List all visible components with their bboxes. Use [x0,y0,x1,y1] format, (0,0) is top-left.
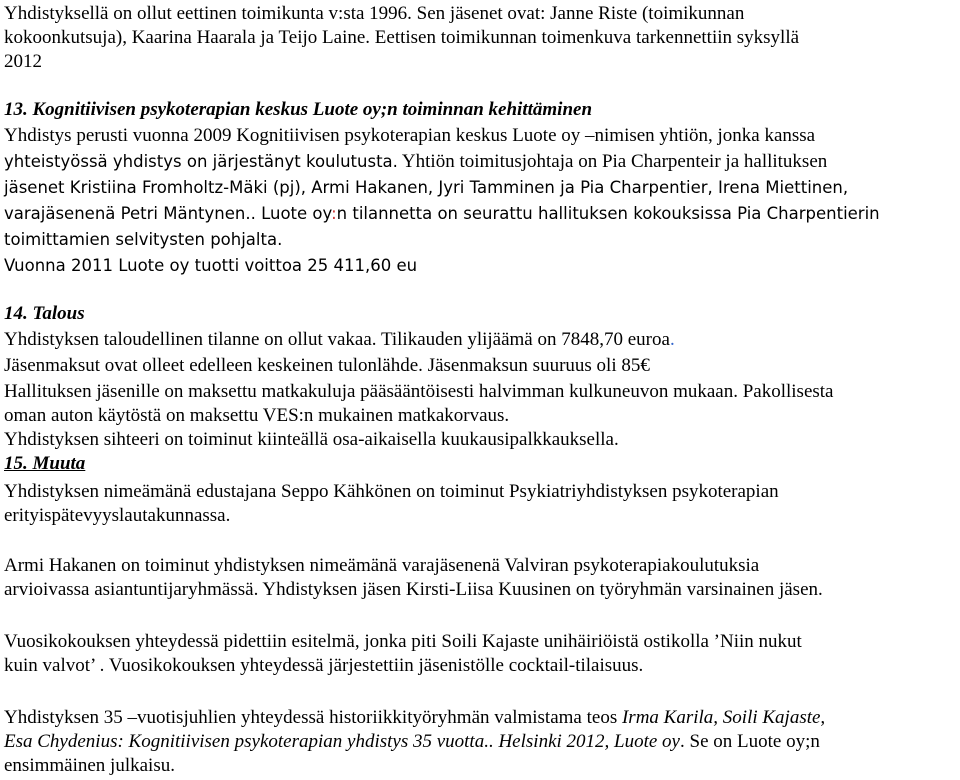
text-segment: Yhtiön toimitusjohtaja on Pia Charpenteir ja hallituksen [397,151,828,172]
paragraph-misc-line-2: erityispätevyyslautakunnassa. [4,505,231,526]
text-segment: : [331,204,337,223]
text-segment: . Se on Luote oy;n [680,731,820,752]
paragraph-finance-line-4: oman auton käytöstä on maksettu VES:n mukainen matkakorvaus. [4,405,510,426]
paragraph-anniversary-line-2 [4,730,820,756]
paragraph-ethics-line-3: 2012 [4,51,42,72]
paragraph-luote-line-2 [4,150,827,176]
paragraph-finance-line-1 [4,328,675,354]
paragraph-ethics-line-2: kokoonkutsuja), Kaarina Haarala ja Teijo Laine. Eettisen toimikunnan toimenkuva tarkennettiin syksyllä [4,27,800,48]
paragraph-anniversary-line-1 [4,706,825,732]
text-segment: varajäsenenä Petri Mäntynen. [4,204,251,223]
paragraph-valvira-line-2: arvioivassa asiantuntijaryhmässä. Yhdistyksen jäsen Kirsti-Liisa Kuusinen on työryhmän varsinainen jäsen. [4,579,823,600]
text-segment: . [669,329,675,350]
paragraph-valvira-line-1: Armi Hakanen on toiminut yhdistyksen nimeämänä varajäsenenä Valviran psykoterapiakoulutuksia [4,555,760,576]
section-14-heading: 14. Talous [4,303,85,324]
paragraph-finance-line-5: Yhdistyksen sihteeri on toiminut kiinteällä osa-aikaisella kuukausipalkkauksella. [4,429,619,450]
paragraph-misc-line-1: Yhdistyksen nimeämänä edustajana Seppo Kähkönen on toiminut Psykiatriyhdistyksen psykoterapian [4,481,779,502]
paragraph-ethics-line-1: Yhdistyksellä on ollut eettinen toimikunta v:sta 1996. Sen jäsenet ovat: Janne Riste (toimikunnan [4,3,745,24]
paragraph-annual-meeting-line-1: Vuosikokouksen yhteydessä pidettiin esitelmä, jonka piti Soili Kajaste unihäiriöistä ostikolla ’Niin nukut [4,631,802,652]
text-segment: Yhdistyksen 35 –vuotisjuhlien yhteydessä historiikkityöryhmän valmistama teos [4,707,622,728]
book-title: Irma Karila, Soili Kajaste, [621,707,826,728]
text-segment: Vuonna 2011 Luote oy tuotti voittoa [4,256,308,275]
section-13-heading: 13. Kognitiivisen psykoterapian keskus Luote oy;n toiminnan kehittäminen [4,99,593,120]
paragraph-luote-line-3: jäsenet Kristiina Fromholtz-Mäki (pj), Armi Hakanen, Jyri Tamminen ja Pia Charpentier, Irena Miettinen, [4,178,849,197]
paragraph-finance-line-3: Hallituksen jäsenille on maksettu matkakuluja pääsääntöisesti halvimman kulkuneuvon mukaan. Pakollisesta [4,381,834,402]
paragraph-finance-line-2: Jäsenmaksut ovat olleet edelleen keskeinen tulonlähde. Jäsenmaksun suuruus oli 85€ [4,355,650,376]
paragraph-luote-profit [4,254,417,280]
book-title: Esa Chydenius: Kognitiivisen psykoterapian yhdistys 35 vuotta.. Helsinki 2012, Luote oy [4,731,680,752]
text-segment: . Luote oy [250,204,332,223]
paragraph-luote-line-1: Yhdistys perusti vuonna 2009 Kognitiivisen psykoterapian keskus Luote oy –nimisen yhtiön, jonka kanssa [4,125,816,146]
paragraph-luote-line-5: toimittamien selvitysten pohjalta. [4,230,283,249]
paragraph-annual-meeting-line-2: kuin valvot’ . Vuosikokouksen yhteydessä järjestettiin jäsenistölle cocktail-tilaisuus. [4,655,644,676]
paragraph-anniversary-line-3: ensimmäinen julkaisu. [4,755,175,776]
text-segment: yhteistyössä yhdistys on järjestänyt koulutusta. [4,152,398,171]
profit-amount: 25 411,60 eu [307,256,418,275]
text-segment: Yhdistyksen taloudellinen tilanne on ollut vakaa. Tilikauden ylijäämä on 7848,70 euroa [4,329,670,350]
paragraph-luote-line-4 [4,202,880,228]
section-15-heading: 15. Muuta [4,453,86,474]
text-segment: n tilannetta on seurattu hallituksen kokouksissa Pia Charpentierin [336,204,880,223]
